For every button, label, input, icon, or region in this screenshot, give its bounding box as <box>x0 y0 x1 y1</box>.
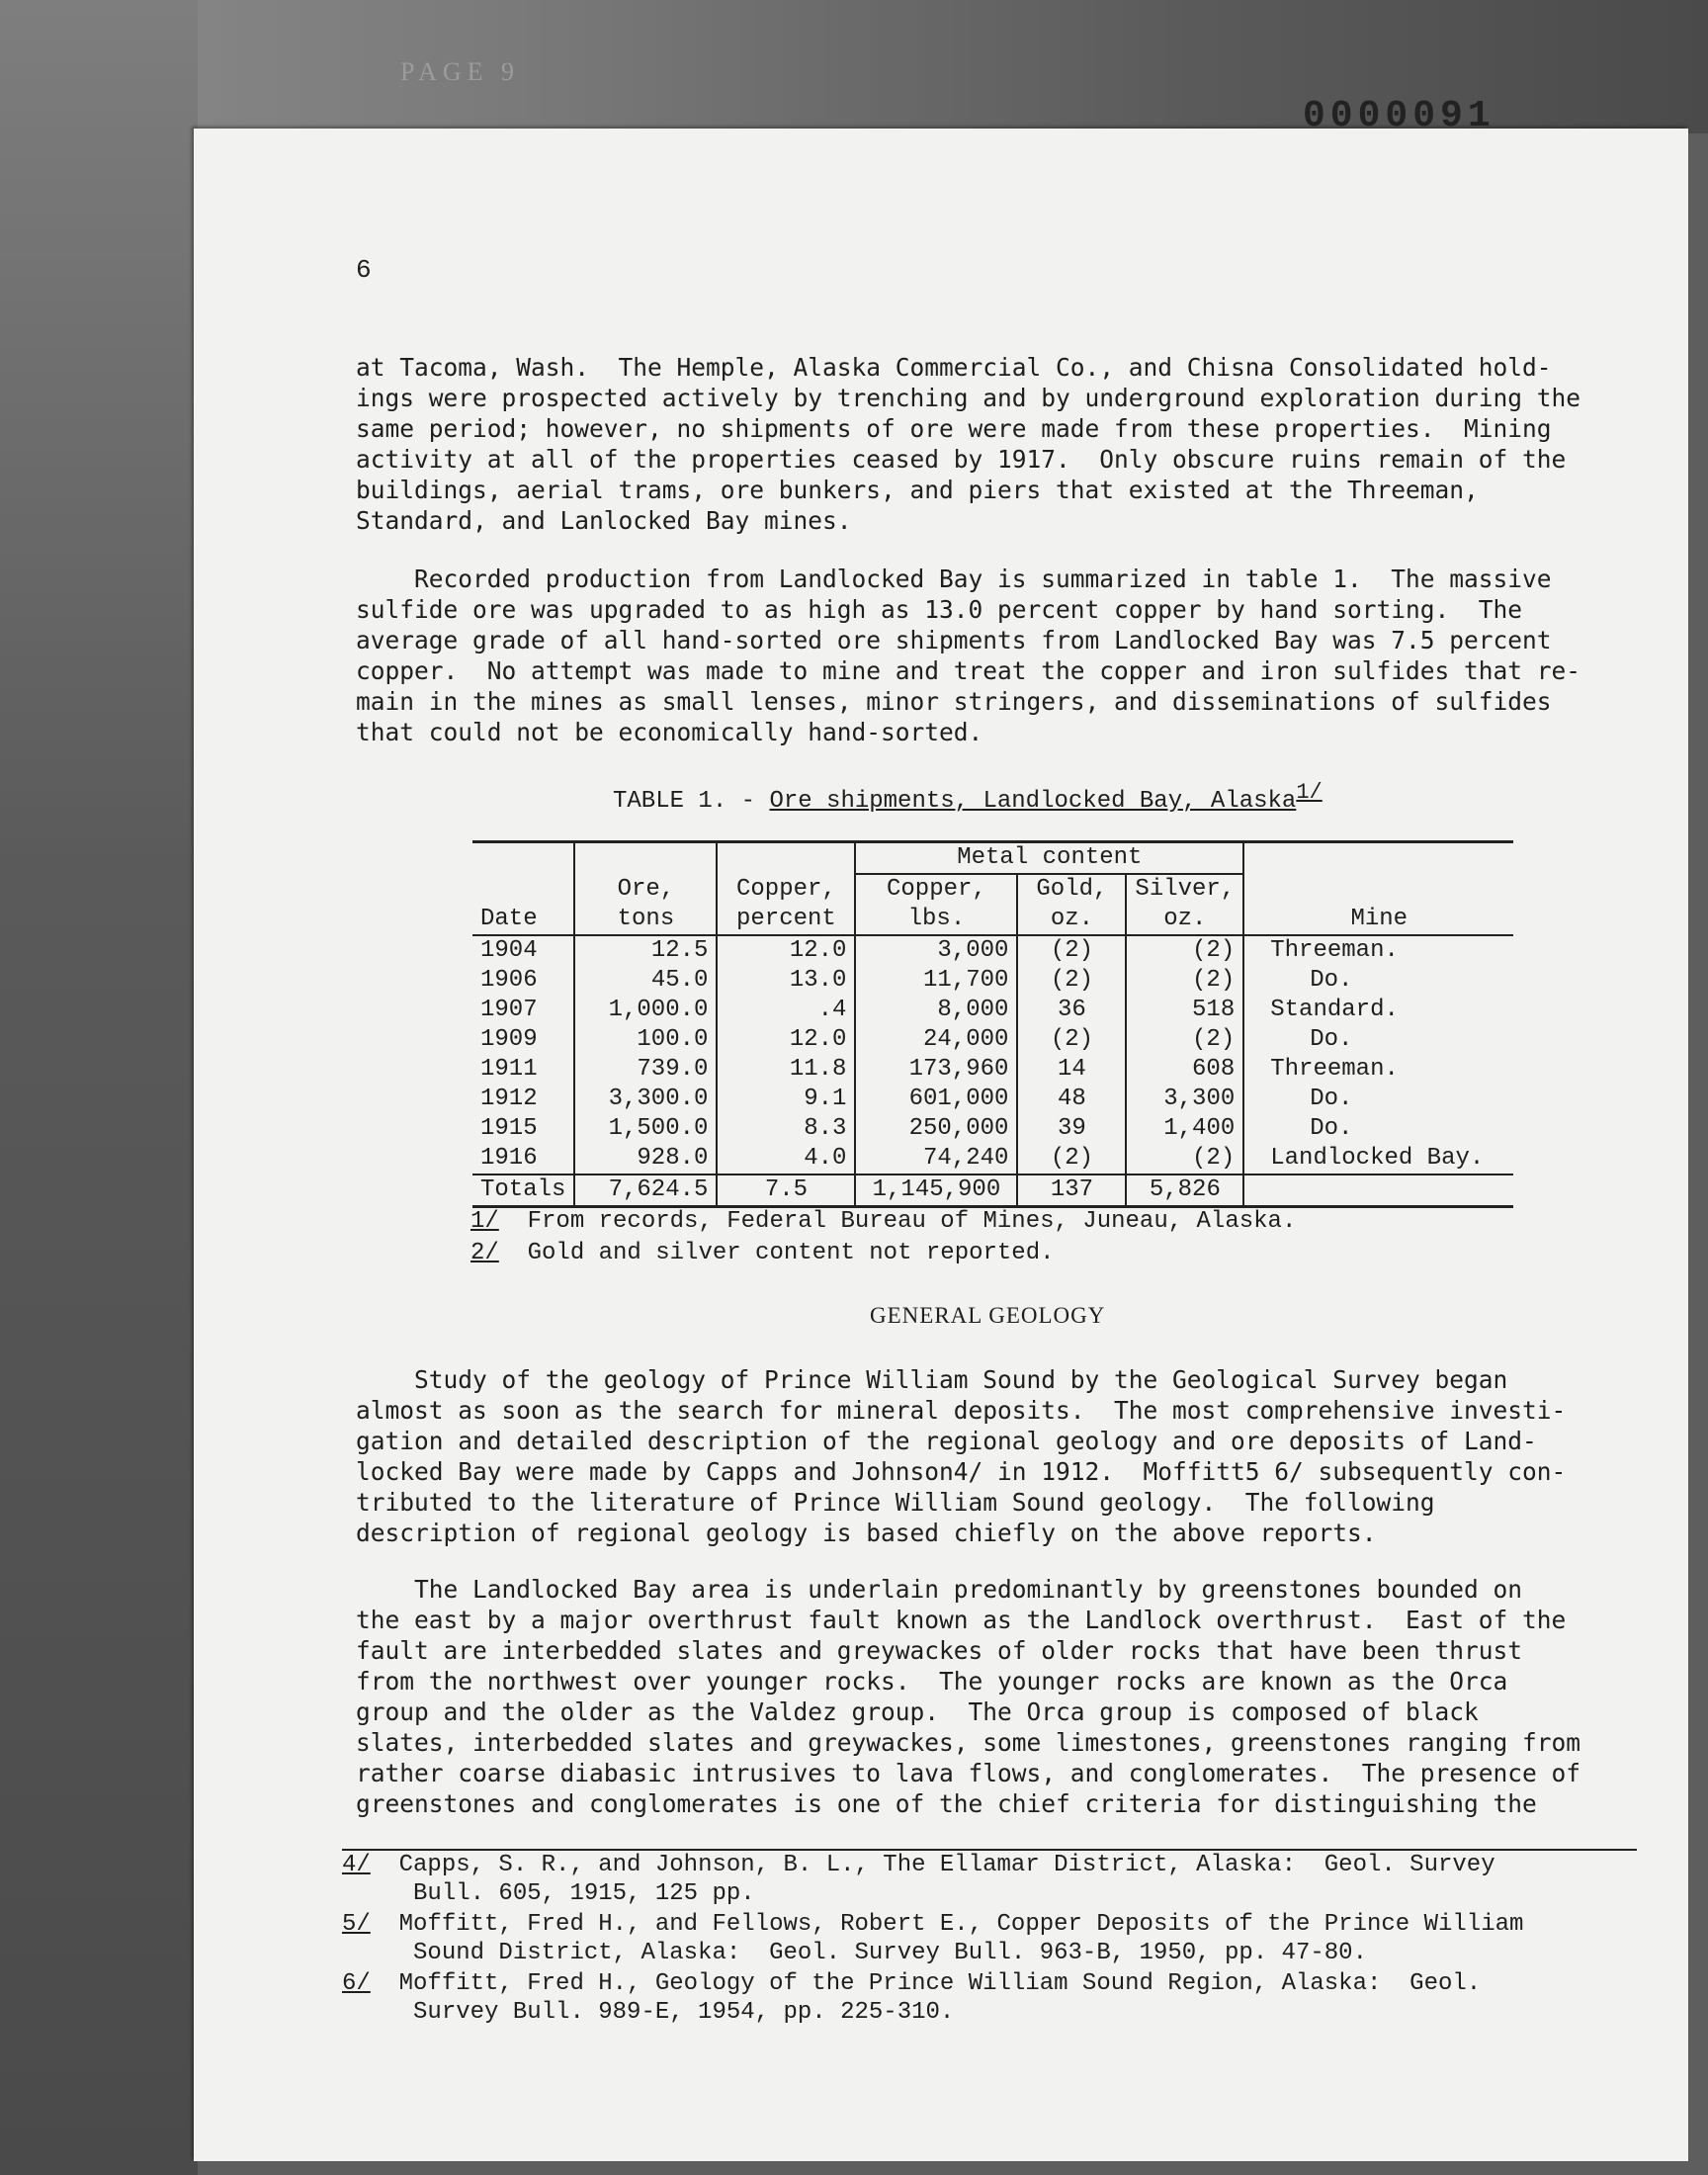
cell-silver: (2) <box>1126 935 1243 966</box>
cell-mine: Do. <box>1310 1086 1353 1112</box>
col-date: Date <box>472 842 574 936</box>
cell-gold: (2) <box>1017 935 1126 966</box>
col-copper-lbs: Copper, lbs. <box>855 874 1017 935</box>
cell-cu-pct: 4.0 <box>717 1144 855 1174</box>
cell-mine: Do. <box>1310 1026 1353 1053</box>
cell-cu-pct: 9.1 <box>717 1085 855 1114</box>
table-row <box>472 1144 1513 1174</box>
cell-cu-lbs: 24,000 <box>855 1025 1017 1055</box>
ore-shipments-table <box>472 840 1513 1208</box>
cell-mine: Do. <box>1310 1115 1353 1142</box>
total-silver: 5,826 <box>1126 1174 1243 1207</box>
cell-ore: 739.0 <box>574 1055 717 1085</box>
cell-cu-lbs: 173,960 <box>855 1055 1017 1085</box>
cell-gold: 48 <box>1017 1085 1126 1114</box>
ghost-stamp: PAGE 9 <box>400 57 521 86</box>
intro-paragraph: at Tacoma, Wash. The Hemple, Alaska Commercial Co., and Chisna Consolidated hold- ings were prospected actively by trenching and by underground exploration during the same period; however, no shipments of ore were made from these properties. Mining activity at all of the properties ceased by 1917. Only obscure ruins remain of the buildings, aerial trams, ore bunkers, and piers that existed at the Threeman, Standard, and Lanlocked Bay mines. <box>356 353 1581 535</box>
total-cu-lbs: 1,145,900 <box>855 1174 1017 1207</box>
document-number: 0000091 <box>1303 95 1495 137</box>
total-gold: 137 <box>1017 1174 1126 1207</box>
geology-paragraph-2: The Landlocked Bay area is underlain predominantly by greenstones bounded on the east by a major overthrust fault known as the Landlock overthrust. East of the fault are interbedded slates and greywackes of older rocks that have been thrust from the northwest over younger rocks. The younger rocks are known as the Orca group and the older as the Valdez group. The Orca group is composed of black slates, interbedded slates and greywackes, some limestones, greenstones ranging from rather coarse diabasic intrusives to lava flows, and conglomerates. The presence of greenstones and conglomerates is one of the chief criteria for distinguishing the <box>356 1575 1581 1818</box>
cell-date: 1916 <box>472 1144 574 1174</box>
total-mine-empty <box>1243 1174 1513 1207</box>
cell-date: 1906 <box>472 966 574 996</box>
totals-row <box>472 1174 1513 1207</box>
table-caption-title: Ore shipments, Landlocked Bay, Alaska <box>769 788 1297 815</box>
geology-paragraph-1: Study of the geology of Prince William Sound by the Geological Survey began almost as soon as the search for mineral deposits. The most comprehensive investi- gation and detailed description of the regional geology and ore deposits of Land- locked Bay were made by Capps and Johnson4/ in 1912. Moffitt5 6/ subsequently con- tributed to the literature of Prince William Sound geology. The following description of regional geology is based chiefly on the above reports. <box>356 1365 1567 1547</box>
table-row <box>472 1055 1513 1085</box>
cell-cu-pct: 11.8 <box>717 1055 855 1085</box>
cell-ore: 1,500.0 <box>574 1114 717 1144</box>
col-ore-tons: Ore, tons <box>574 842 717 936</box>
metal-content-header: Metal content <box>855 842 1243 875</box>
cell-cu-lbs: 3,000 <box>855 935 1017 966</box>
table-row <box>472 966 1513 996</box>
cell-silver: (2) <box>1126 1025 1243 1055</box>
reference-5: 5/ Moffitt, Fred H., and Fellows, Robert E., Copper Deposits of the Prince William Sound District, Alaska: Geol. Survey Bull. 963-B, 1950, pp. 47-80. <box>342 1911 1524 1966</box>
cell-cu-lbs: 601,000 <box>855 1085 1017 1114</box>
cell-mine: Do. <box>1310 967 1353 994</box>
cell-mine: Threeman. <box>1270 1056 1399 1083</box>
cell-cu-pct: 12.0 <box>717 1025 855 1055</box>
cell-silver: 1,400 <box>1126 1114 1243 1144</box>
cell-ore: 1,000.0 <box>574 996 717 1025</box>
table-footnote-2: 2/ Gold and silver content not reported. <box>470 1240 1055 1266</box>
cell-cu-pct: 8.3 <box>717 1114 855 1144</box>
cell-ore: 45.0 <box>574 966 717 996</box>
reference-4: 4/ Capps, S. R., and Johnson, B. L., The Ellamar District, Alaska: Geol. Survey Bull. 605, 1915, 125 pp. <box>342 1852 1495 1907</box>
cell-gold: 39 <box>1017 1114 1126 1144</box>
table-body <box>472 935 1513 1207</box>
cell-date: 1912 <box>472 1085 574 1114</box>
total-cu-pct: 7.5 <box>717 1174 855 1207</box>
cell-cu-lbs: 74,240 <box>855 1144 1017 1174</box>
cell-gold: 14 <box>1017 1055 1126 1085</box>
cell-gold: 36 <box>1017 996 1126 1025</box>
table-row <box>472 1025 1513 1055</box>
cell-silver: (2) <box>1126 966 1243 996</box>
cell-silver: 3,300 <box>1126 1085 1243 1114</box>
table-footnote-1: 1/ From records, Federal Bureau of Mines, Juneau, Alaska. <box>470 1208 1297 1235</box>
cell-gold: (2) <box>1017 1144 1126 1174</box>
cell-date: 1911 <box>472 1055 574 1085</box>
table-row <box>472 996 1513 1025</box>
cell-silver: (2) <box>1126 1144 1243 1174</box>
table-row <box>472 1114 1513 1144</box>
cell-date: 1909 <box>472 1025 574 1055</box>
cell-cu-pct: 12.0 <box>717 935 855 966</box>
cell-silver: 518 <box>1126 996 1243 1025</box>
cell-ore: 100.0 <box>574 1025 717 1055</box>
page-number: 6 <box>356 255 372 285</box>
cell-gold: (2) <box>1017 1025 1126 1055</box>
cell-mine: Landlocked Bay. <box>1270 1145 1485 1172</box>
col-gold: Gold, oz. <box>1017 874 1126 935</box>
cell-cu-lbs: 8,000 <box>855 996 1017 1025</box>
cell-date: 1915 <box>472 1114 574 1144</box>
cell-date: 1907 <box>472 996 574 1025</box>
cell-date: 1904 <box>472 935 574 966</box>
production-paragraph: Recorded production from Landlocked Bay is summarized in table 1. The massive sulfide ore was upgraded to as high as 13.0 percent copper by hand sorting. The average grade of all hand-sorted ore shipments from Landlocked Bay was 7.5 percent copper. No attempt was made to mine and treat the copper and iron sulfides that re- main in the mines as small lenses, minor stringers, and disseminations of sulfides that could not be economically hand-sorted. <box>356 565 1581 746</box>
cell-gold: (2) <box>1017 966 1126 996</box>
table-row <box>472 1085 1513 1114</box>
cell-ore: 12.5 <box>574 935 717 966</box>
section-heading: GENERAL GEOLOGY <box>870 1303 1106 1328</box>
cell-cu-pct: .4 <box>717 996 855 1025</box>
col-silver: Silver, oz. <box>1126 874 1243 935</box>
cell-mine: Standard. <box>1270 997 1399 1023</box>
col-mine: Mine <box>1243 842 1513 936</box>
cell-cu-pct: 13.0 <box>717 966 855 996</box>
cell-mine: Threeman. <box>1270 937 1399 964</box>
cell-cu-lbs: 250,000 <box>855 1114 1017 1144</box>
cell-cu-lbs: 11,700 <box>855 966 1017 996</box>
total-label: Totals <box>472 1174 574 1207</box>
cell-silver: 608 <box>1126 1055 1243 1085</box>
scan-background-left <box>0 0 198 2175</box>
table-caption-note: 1/ <box>1296 780 1323 805</box>
table-row <box>472 935 1513 966</box>
table-caption: TABLE 1. - Ore shipments, Landlocked Bay, Alaska$^{1/}$ <box>613 780 1323 815</box>
cell-ore: 928.0 <box>574 1144 717 1174</box>
total-ore: 7,624.5 <box>574 1174 717 1207</box>
col-copper-percent: Copper, percent <box>717 842 855 936</box>
cell-ore: 3,300.0 <box>574 1085 717 1114</box>
reference-6: 6/ Moffitt, Fred H., Geology of the Prince William Sound Region, Alaska: Geol. Survey Bull. 989-E, 1954, pp. 225-310. <box>342 1970 1482 2026</box>
